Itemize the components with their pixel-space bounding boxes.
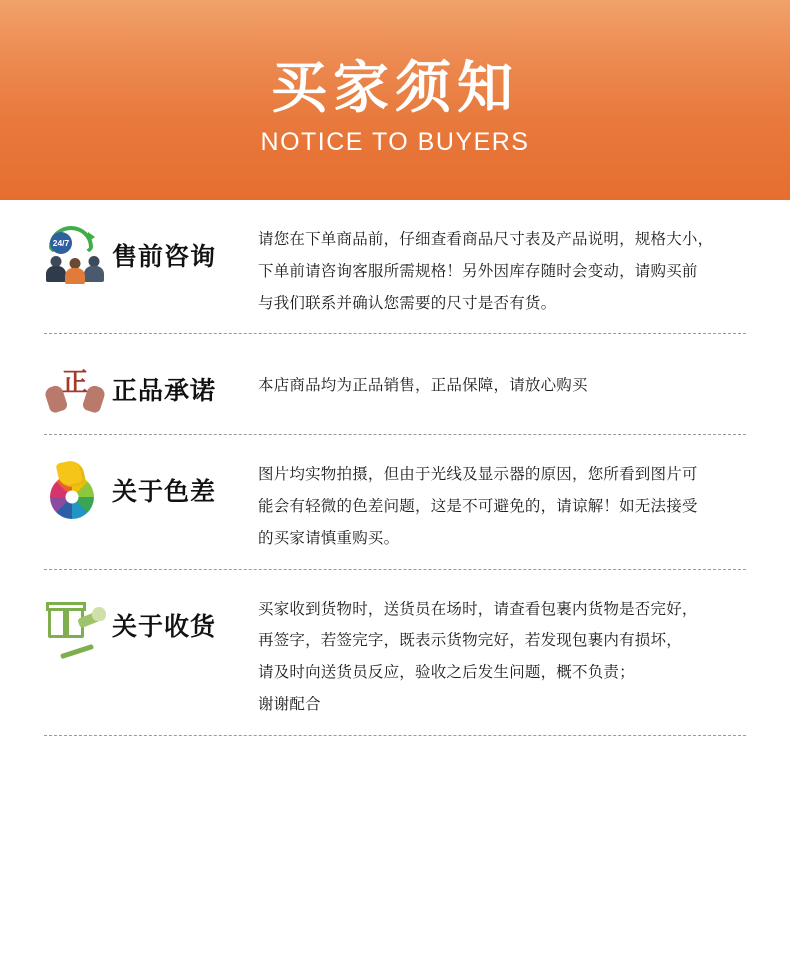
notice-text-genuine <box>258 356 746 402</box>
notice-line: 买家收到货物时，送货员在场时，请查看包裹内货物是否完好， <box>258 599 698 618</box>
notice-row-receiving <box>44 570 746 735</box>
genuine-guarantee-icon <box>44 358 106 420</box>
parcel-receive-icon <box>44 594 106 656</box>
notice-line: 下单前请咨询客服所需规格！另外因库存随时会变动，请购买前 <box>258 261 698 280</box>
notice-line: 请及时向送货员反应，验收之后发生问题，概不负责； <box>258 663 635 682</box>
notice-line: 请您在下单商品前，仔细查看商品尺寸表及产品说明，规格大小， <box>258 230 714 248</box>
notice-row-heading <box>44 592 258 656</box>
notice-label-genuine: 正品承诺 <box>112 376 217 406</box>
badge-genuine-label: 正 <box>61 368 88 399</box>
page-title: 买家须知 <box>271 56 519 122</box>
notice-row-heading <box>44 457 258 521</box>
notice-text-receiving <box>258 592 746 721</box>
notice-line: 能会有轻微的色差问题，这是不可避免的，请谅解！如无法接受 <box>258 497 698 516</box>
color-wheel-icon <box>44 459 106 521</box>
notice-line: 谢谢配合 <box>258 694 321 713</box>
page-banner <box>0 0 790 200</box>
support-24-7-icon <box>44 224 106 286</box>
page-subtitle: NOTICE TO BUYERS <box>260 127 530 156</box>
notice-label-presale: 售前咨询 <box>112 242 217 271</box>
notice-row-heading <box>44 222 258 286</box>
notice-row-color <box>44 435 746 568</box>
notice-label-receiving: 关于收货 <box>112 611 217 641</box>
notice-row-genuine <box>44 334 746 434</box>
notice-line: 本店商品均为正品销售，正品保障，请放心购买 <box>258 376 588 395</box>
badge-24-7-label: 24/7 <box>50 232 72 254</box>
notice-row-presale <box>44 200 746 333</box>
section-divider <box>44 735 746 736</box>
notice-line: 再签字，若签完字，既表示货物完好，若发现包裹内有损坏， <box>258 631 682 650</box>
notice-line: 图片均实物拍摄，但由于光线及显示器的原因，您所看到图片可 <box>258 465 698 484</box>
notice-text-presale <box>258 222 746 319</box>
notice-line: 的买家请慎重购买。 <box>258 528 400 547</box>
notice-text-color <box>258 457 746 554</box>
notice-line: 与我们联系并确认您需要的尺寸是否有货。 <box>258 293 557 312</box>
notice-row-heading <box>44 356 258 420</box>
notice-label-color: 关于色差 <box>112 477 217 507</box>
notice-content <box>0 200 790 736</box>
